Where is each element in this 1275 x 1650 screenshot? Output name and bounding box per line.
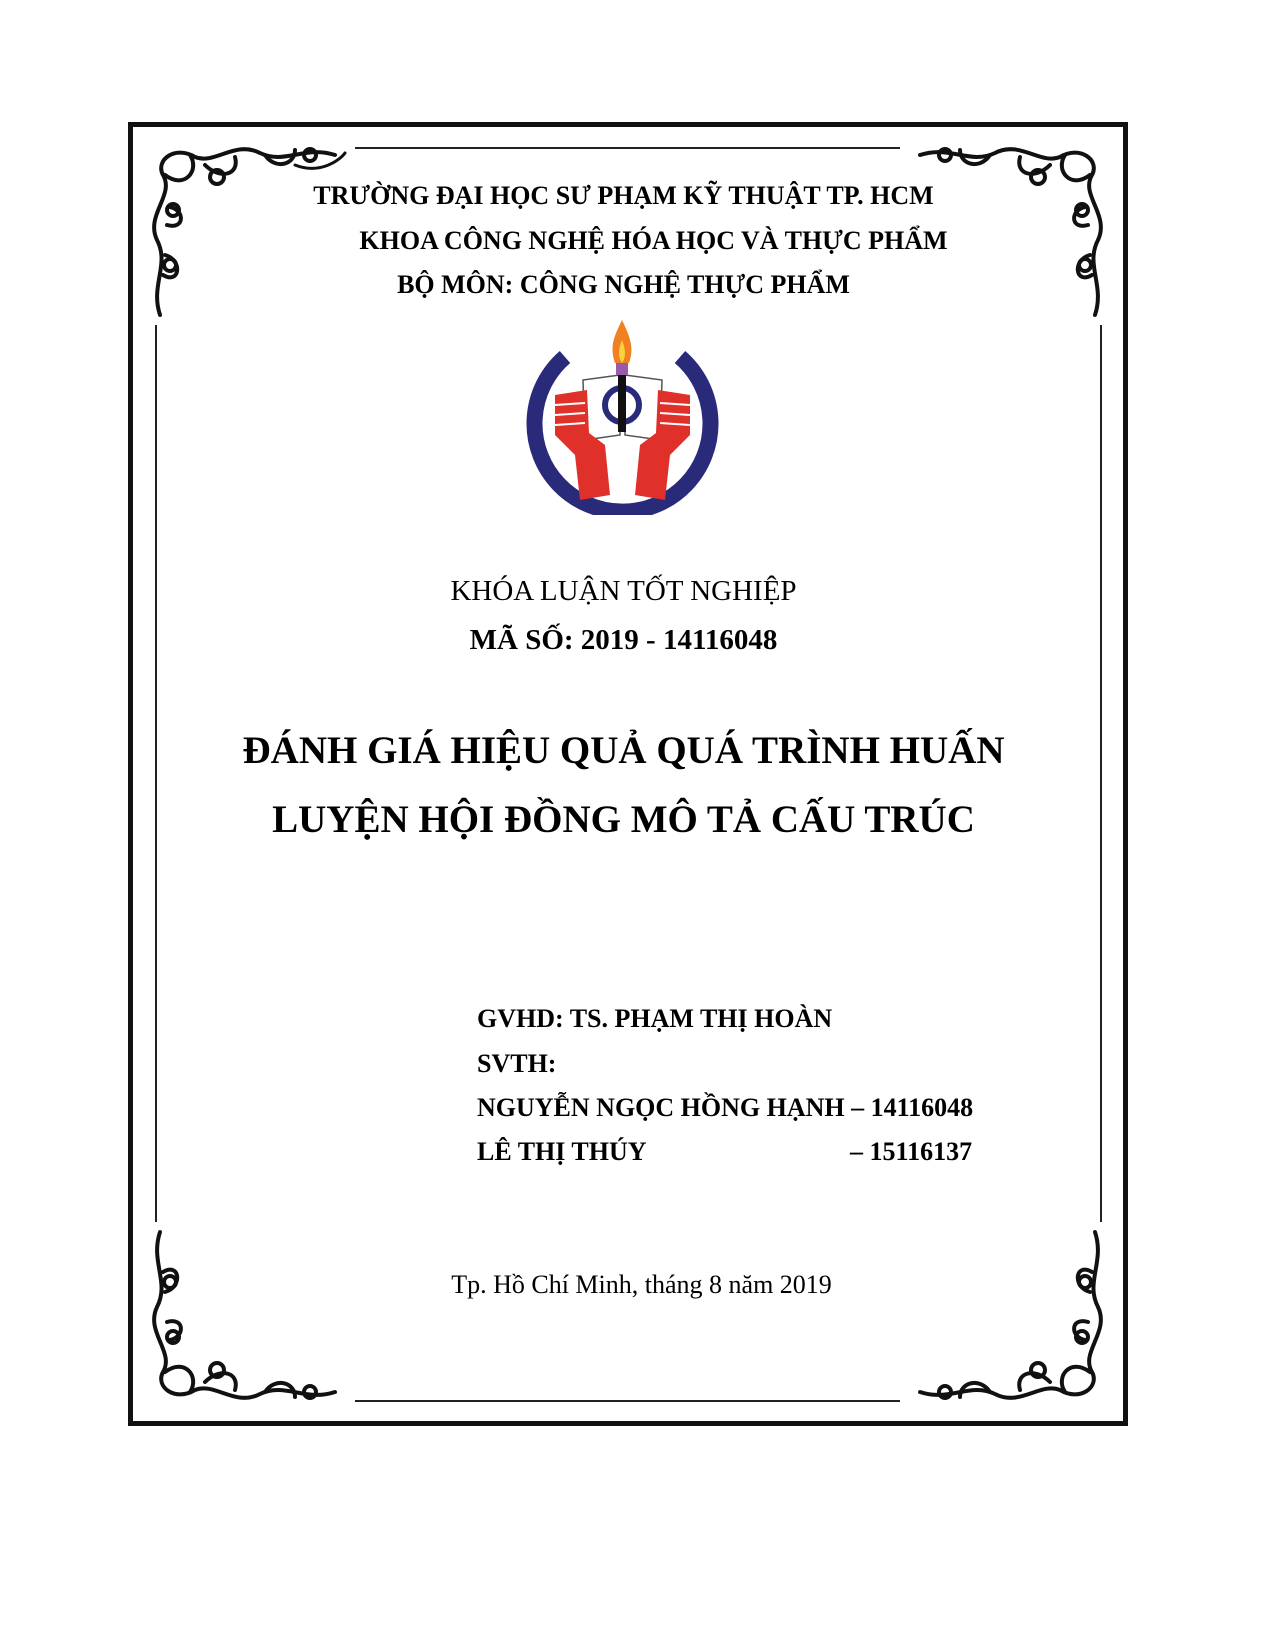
faculty-name: KHOA CÔNG NGHỆ HÓA HỌC VÀ THỰC PHẨM bbox=[359, 226, 948, 255]
students-label: SVTH: bbox=[477, 1049, 557, 1078]
department-name: BỘ MÔN: CÔNG NGHỆ THỰC PHẨM bbox=[397, 270, 850, 299]
thesis-type: KHÓA LUẬN TỐT NGHIỆP bbox=[450, 575, 797, 607]
place-and-date: Tp. Hồ Chí Minh, tháng 8 năm 2019 bbox=[451, 1270, 832, 1299]
student-1: NGUYỄN NGỌC HỒNG HẠNH – 14116048 bbox=[477, 1093, 974, 1122]
advisor: GVHD: TS. PHẠM THỊ HOÀN bbox=[477, 1004, 833, 1033]
thesis-title-line-1: ĐÁNH GIÁ HIỆU QUẢ QUÁ TRÌNH HUẤN bbox=[242, 729, 1005, 772]
university-logo-icon bbox=[525, 315, 720, 515]
corner-ornament-icon bbox=[145, 1222, 355, 1412]
thesis-title-line-2: LUYỆN HỘI ĐỒNG MÔ TẢ CẤU TRÚC bbox=[272, 798, 975, 841]
university-name: TRƯỜNG ĐẠI HỌC SƯ PHẠM KỸ THUẬT TP. HCM bbox=[313, 181, 934, 210]
corner-ornament-icon bbox=[900, 1222, 1110, 1412]
student-2-id: – 15116137 bbox=[850, 1137, 973, 1166]
thesis-code: MÃ SỐ: 2019 - 14116048 bbox=[469, 624, 778, 656]
student-2-name: LÊ THỊ THÚY bbox=[477, 1137, 647, 1166]
